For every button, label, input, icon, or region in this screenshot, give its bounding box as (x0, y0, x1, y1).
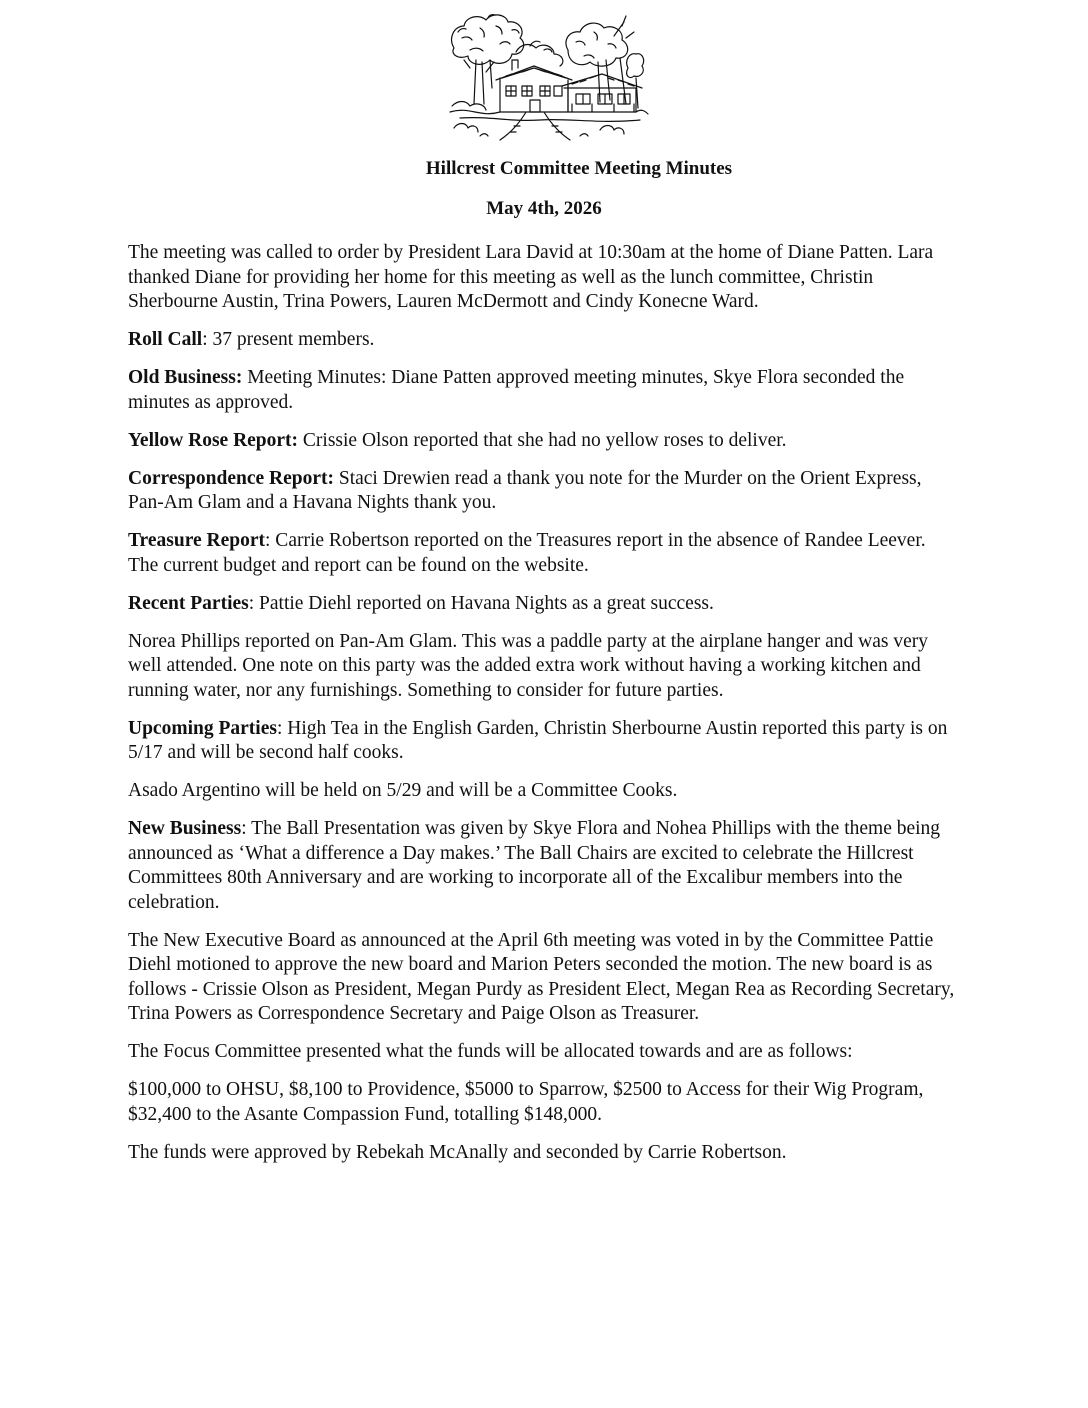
roll-call-label: Roll Call (128, 329, 203, 350)
asado-paragraph: Asado Argentino will be held on 5/29 and will be a Committee Cooks. (128, 780, 678, 801)
new-business-text: : The Ball Presentation was given by Skye Flora and Nohea Phillips with the theme being announced as ‘What a difference a Day makes.’ The Ball Chairs are excited to celebrate the Hillcrest Committees 80th Anniversary and are working to incorporate all of the Excalibur members into the celebration. (128, 818, 941, 913)
pan-am-paragraph: Norea Phillips reported on Pan-Am Glam. This was a paddle party at the airplane hanger and was very well attended. One note on this party was the added extra work without having a working kitchen and running water, nor any furnishings. Something to consider for future parties. (128, 630, 928, 701)
yellow-rose-paragraph (128, 429, 960, 454)
roll-call-paragraph (128, 328, 960, 353)
old-business-label: Old Business: (128, 367, 243, 388)
executive-board-paragraph: The New Executive Board as announced at the April 6th meeting was voted in by the Committee Pattie Diehl motioned to approve the new board and Marion Peters seconded the motion. The new board is as follows - Crissie Olson as President, Megan Purdy as President Elect, Megan Rea as Recording Secretary, Trina Powers as Correspondence Secretary and Paige Olson as Treasurer. (128, 929, 955, 1024)
new-business-paragraph (128, 817, 960, 915)
yellow-rose-label: Yellow Rose Report: (128, 429, 299, 451)
funds-approved-paragraph: The funds were approved by Rebekah McAnally and seconded by Carrie Robertson. (128, 1141, 787, 1163)
old-business-text: Meeting Minutes: Diane Patten approved meeting minutes, Skye Flora seconded the minutes as approved. (128, 367, 905, 413)
new-business-label: New Business (128, 818, 242, 839)
minutes-body (128, 241, 960, 1179)
recent-parties-paragraph (128, 592, 960, 617)
treasure-text: : Carrie Robertson reported on the Treasures report in the absence of Randee Leever. The current budget and report can be found on the website. (128, 530, 926, 576)
roll-call-text: : 37 present members. (202, 329, 375, 350)
house-and-trees-illustration-icon (440, 8, 650, 144)
focus-committee-paragraph: The Focus Committee presented what the funds will be allocated towards and are as follows: (128, 1041, 853, 1062)
recent-parties-label: Recent Parties (128, 592, 249, 614)
treasure-paragraph (128, 529, 960, 578)
intro-paragraph: The meeting was called to order by President Lara David at 10:30am at the home of Diane Patten. Lara thanked Diane for providing her home for this meeting as well as the lunch committee, Christin Sherbourne Austin, Trina Powers, Lauren McDermott and Cindy Konecne Ward. (128, 242, 934, 312)
treasure-label: Treasure Report (128, 530, 266, 551)
recent-parties-text: : Pattie Diehl reported on Havana Nights as a great success. (248, 592, 714, 614)
upcoming-parties-text: : High Tea in the English Garden, Christin Sherbourne Austin reported this party is on 5/17 and will be second half cooks. (128, 717, 948, 763)
upcoming-parties-paragraph (128, 717, 960, 766)
funds-list-paragraph: $100,000 to OHSU, $8,100 to Providence, $5000 to Sparrow, $2500 to Access for their Wig Program, $32,400 to the Asante Compassion Fund, totalling $148,000. (128, 1079, 924, 1125)
page-title: Hillcrest Committee Meeting Minutes (425, 158, 733, 179)
yellow-rose-text: Crissie Olson reported that she had no yellow roses to deliver. (298, 429, 787, 451)
meeting-date: May 4th, 2026 (486, 198, 602, 219)
correspondence-text: Staci Drewien read a thank you note for the Murder on the Orient Express, Pan-Am Glam and a Havana Nights thank you. (128, 467, 922, 513)
correspondence-label: Correspondence Report: (128, 467, 334, 489)
upcoming-parties-label: Upcoming Parties (128, 717, 277, 739)
old-business-paragraph (128, 366, 960, 415)
correspondence-paragraph (128, 467, 960, 516)
